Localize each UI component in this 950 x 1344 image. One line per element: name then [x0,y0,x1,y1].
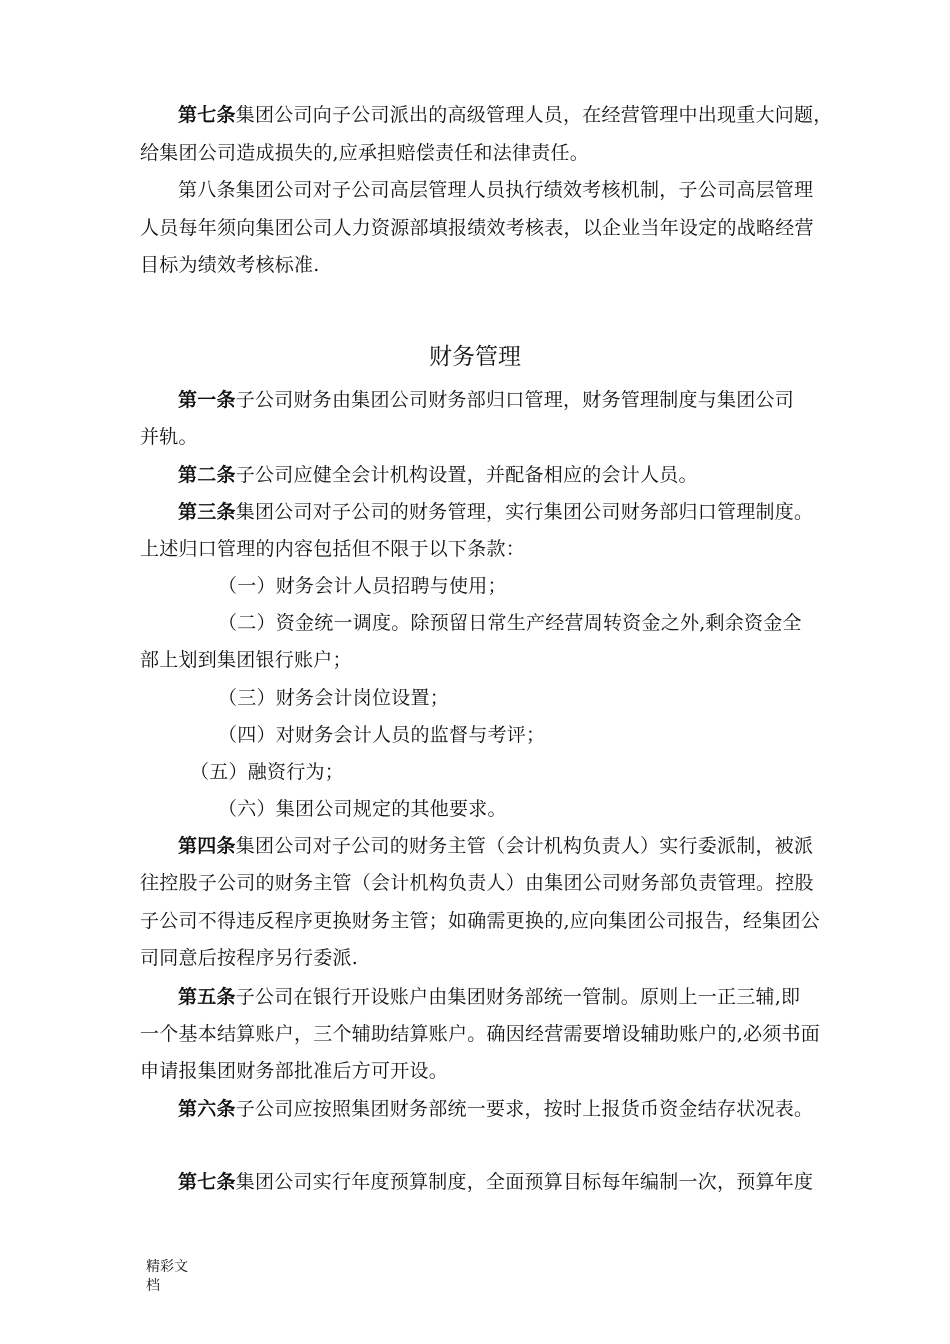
article-8-line-3: 目标为绩效考核标准. [140,254,320,276]
article-5-line-3: 申请报集团财务部批准后方可开设。 [140,1060,449,1082]
footer-line-2: 档 [146,1278,160,1294]
page-footer [146,1258,206,1296]
article-7-prev-line-1: 第七条集团公司向子公司派出的高级管理人员，在经营管理中出现重大问题， [178,104,833,126]
list-item-5: （五）融资行为； [190,761,345,783]
article-5-line-2: 一个基本结算账户，三个辅助结算账户。确因经营需要增设辅助账户的,必须书面 [140,1023,821,1045]
article-8-line-2: 人员每年须向集团公司人力资源部填报绩效考核表，以企业当年设定的战略经营 [140,217,814,239]
article-7-line-1: 第七条集团公司实行年度预算制度，全面预算目标每年编制一次，预算年度 [178,1171,814,1193]
article-8-line-1: 第八条集团公司对子公司高层管理人员执行绩效考核机制，子公司高层管理 [178,179,814,201]
article-3-label: 第三条 [178,501,236,523]
list-item-2-line-1: （二）资金统一调度。除预留日常生产经营周转资金之外,剩余资金全 [218,612,802,634]
article-1-label: 第一条 [178,389,236,411]
article-4-line-2: 往控股子公司的财务主管（会计机构负责人）由集团公司财务部负责管理。控股 [140,872,814,894]
article-1-line-2: 并轨。 [140,426,198,448]
list-item-2-line-2: 部上划到集团银行账户； [140,649,352,671]
article-4-line-3: 子公司不得违反程序更换财务主管；如确需更换的,应向集团公司报告，经集团公 [140,910,821,932]
section-heading: 财务管理 [429,344,521,370]
article-4-line-4: 司同意后按程序另行委派. [140,947,359,969]
footer-line-1: 精彩文 [146,1259,188,1275]
article-3-line-1: 第三条集团公司对子公司的财务管理，实行集团公司财务部归口管理制度。 [178,501,814,523]
article-5-label: 第五条 [178,986,236,1008]
list-item-4: （四）对财务会计人员的监督与考评； [218,724,546,746]
article-4-label: 第四条 [178,835,236,857]
article-4-line-1: 第四条集团公司对子公司的财务主管（会计机构负责人）实行委派制，被派 [178,835,814,857]
article-6-label: 第六条 [178,1098,236,1120]
list-item-3: （三）财务会计岗位设置； [218,687,450,709]
article-2-label: 第二条 [178,464,236,486]
article-6-line-1: 第六条子公司应按照集团财务部统一要求，按时上报货币资金结存状况表。 [178,1098,814,1120]
article-7-prev-line-2: 给集团公司造成损失的,应承担赔偿责任和法律责任。 [140,142,590,164]
article-7-label: 第七条 [178,1171,236,1193]
article-5-line-1: 第五条子公司在银行开设账户由集团财务部统一管制。原则上一正三辅,即 [178,986,801,1008]
article-1-line-1: 第一条子公司财务由集团公司财务部归口管理，财务管理制度与集团公司 [178,389,795,411]
article-2-line-1: 第二条子公司应健全会计机构设置，并配备相应的会计人员。 [178,464,698,486]
article-7-prev-label: 第七条 [178,104,236,126]
article-3-line-2: 上述归口管理的内容包括但不限于以下条款： [140,538,526,560]
list-item-1: （一）财务会计人员招聘与使用； [218,575,507,597]
list-item-6: （六）集团公司规定的其他要求。 [218,798,507,820]
